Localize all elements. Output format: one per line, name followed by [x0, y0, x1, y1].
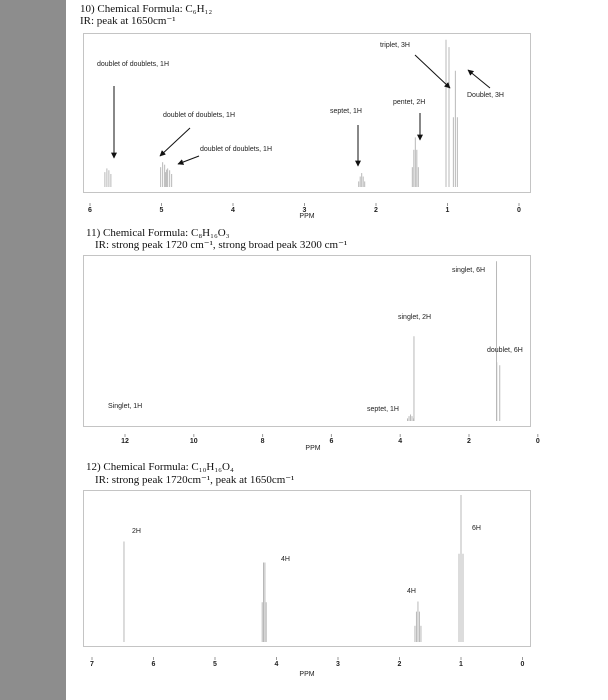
problem-11-title: 11) Chemical Formula: C₈H₁₆O₃	[86, 227, 230, 239]
peak-annotation: doublet of doublets, 1H	[200, 146, 272, 153]
x-tick-label: 5	[159, 207, 164, 214]
peak-annotation: 2H	[132, 528, 141, 535]
peak-annotation: singlet, 6H	[452, 267, 486, 274]
x-tick-label: 2	[374, 207, 378, 214]
x-tick-label: 0	[517, 207, 521, 214]
x-tick-label: 3	[336, 661, 340, 668]
x-tick-label: 0	[535, 438, 540, 445]
x-tick-label: 0	[520, 661, 525, 668]
x-tick-label: 6	[88, 207, 92, 214]
problem-10-title: 10) Chemical Formula: C₆H₁₂	[80, 3, 213, 15]
x-tick-label: 6	[151, 661, 156, 668]
x-tick-label: 6	[329, 438, 334, 445]
problem-11-ir: IR: strong peak 1720 cm⁻¹, strong broad peak 3200 cm⁻¹	[95, 239, 348, 251]
problem-12-ir: IR: strong peak 1720cm⁻¹, peak at 1650cm⁻¹	[95, 474, 295, 486]
x-axis-label: PPM	[305, 445, 321, 452]
x-tick-label: 4	[398, 438, 403, 445]
peak-annotation: singlet, 2H	[398, 314, 432, 321]
peak-annotation: doublet, 6H	[487, 347, 523, 354]
peak-annotation: septet, 1H	[367, 406, 399, 413]
x-axis-label: PPM	[299, 671, 315, 678]
peak-annotation: Doublet, 3H	[467, 92, 504, 99]
x-tick-label: 2	[397, 661, 402, 668]
x-tick-label: 1	[459, 661, 463, 668]
peak-annotation: doublet of doublets, 1H	[97, 61, 169, 68]
peak-annotation: pentet, 2H	[393, 99, 426, 106]
x-tick-label: 3	[302, 207, 307, 214]
x-axis-label: PPM	[299, 213, 315, 220]
peak-annotation: 6H	[472, 525, 481, 532]
peak-annotation: triplet, 3H	[380, 42, 410, 49]
peak-annotation: Singlet, 1H	[108, 403, 143, 410]
x-tick-label: 2	[467, 438, 471, 445]
peak-annotation: 4H	[407, 588, 416, 595]
problem-10-ir: IR: peak at 1650cm⁻¹	[80, 15, 176, 27]
x-tick-label: 12	[121, 438, 129, 445]
x-tick-label: 5	[213, 661, 217, 668]
x-tick-label: 10	[189, 438, 198, 445]
peak-annotation: septet, 1H	[330, 108, 362, 115]
x-tick-label: 4	[274, 661, 279, 668]
x-tick-label: 7	[90, 661, 94, 668]
peak-annotation: doublet of doublets, 1H	[163, 112, 235, 119]
x-tick-label: 8	[260, 438, 265, 445]
x-tick-label: 1	[445, 207, 450, 214]
x-tick-label: 4	[231, 207, 235, 214]
problem-12-title: 12) Chemical Formula: C₁₀H₁₆O₄	[86, 461, 234, 473]
peak-annotation: 4H	[281, 556, 290, 563]
